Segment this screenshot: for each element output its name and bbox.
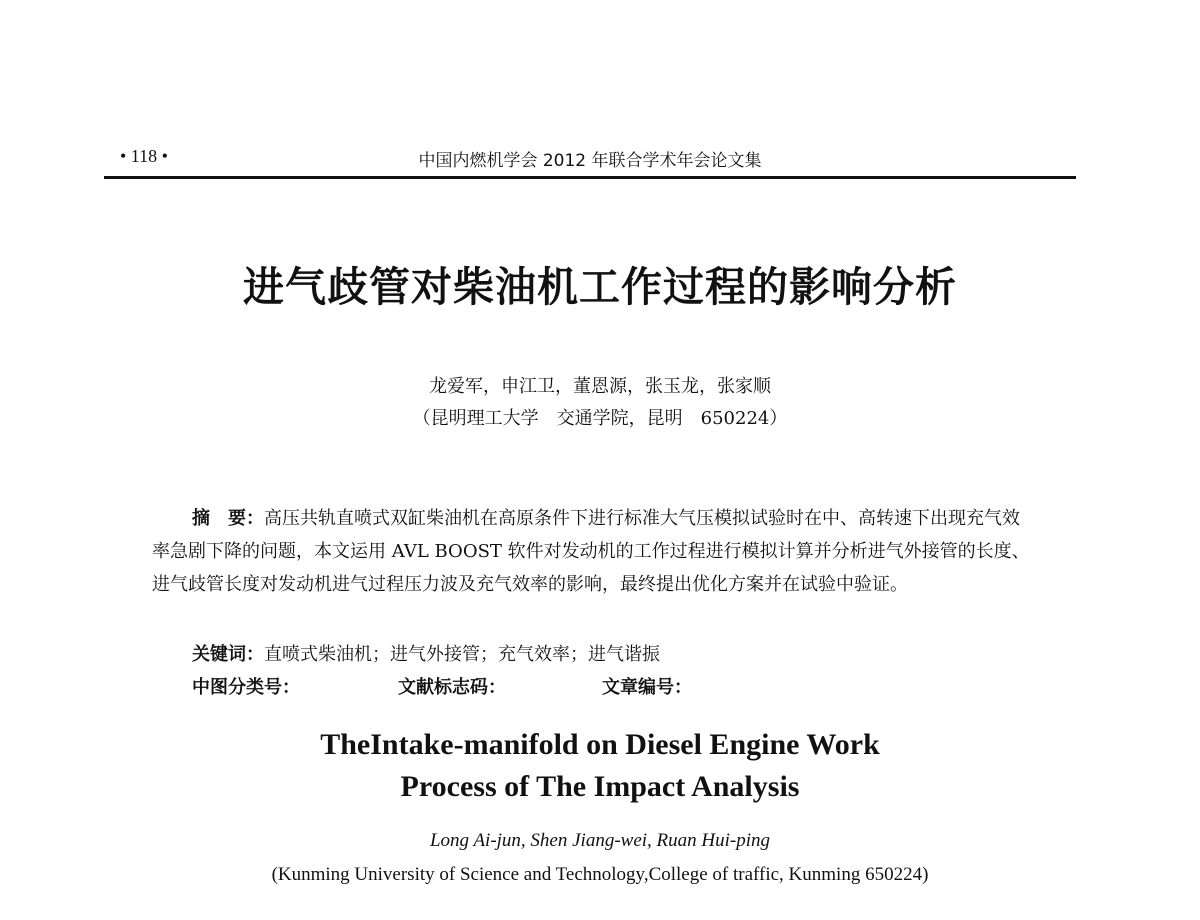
abstract-label: 摘 要： <box>192 508 264 529</box>
keywords-text: 直喷式柴油机；进气外接管；充气效率；进气谐振 <box>264 644 660 665</box>
abstract-chinese <box>152 502 1034 601</box>
paper-title-chinese: 进气歧管对柴油机工作过程的影响分析 <box>243 263 957 311</box>
keywords-row <box>192 640 660 666</box>
title-english-line-2: Process of The Impact Analysis <box>400 770 800 803</box>
classification-row <box>192 673 792 703</box>
page-number: • 118 • <box>120 146 168 166</box>
journal-title: 中国内燃机学会 2012 年联合学术年会论文集 <box>418 151 762 171</box>
article-id-label: 文章编号： <box>602 677 692 698</box>
paper-title-english <box>0 724 1200 808</box>
header-divider <box>104 176 1076 179</box>
affiliation-english: (Kunming University of Science and Technology,College of traffic, Kunming 650224) <box>271 864 929 885</box>
running-header <box>104 142 1076 174</box>
title-english-line-1: TheIntake-manifold on Diesel Engine Work <box>320 728 880 761</box>
doc-code-label: 文献标志码： <box>398 677 506 698</box>
keywords-label: 关键词： <box>192 644 264 665</box>
authors-english: Long Ai-jun, Shen Jiang-wei, Ruan Hui-ping <box>429 830 771 851</box>
abstract-text: 高压共轨直喷式双缸柴油机在高原条件下进行标准大气压模拟试验时在中、高转速下出现充气效率急剧下降的问题，本文运用 AVL BOOST 软件对发动机的工作过程进行模拟计算并分析进气外接管的长度、进气歧管长度对发动机进气过程压力波及充气效率的影响，最终提出优化方案并在试验中验证。 <box>152 508 1030 595</box>
affiliation-chinese: （昆明理工大学 交通学院，昆明 650224） <box>412 408 788 429</box>
clc-label: 中图分类号： <box>192 677 300 698</box>
authors-chinese: 龙爱军，申江卫，董恩源，张玉龙，张家顺 <box>429 376 771 397</box>
